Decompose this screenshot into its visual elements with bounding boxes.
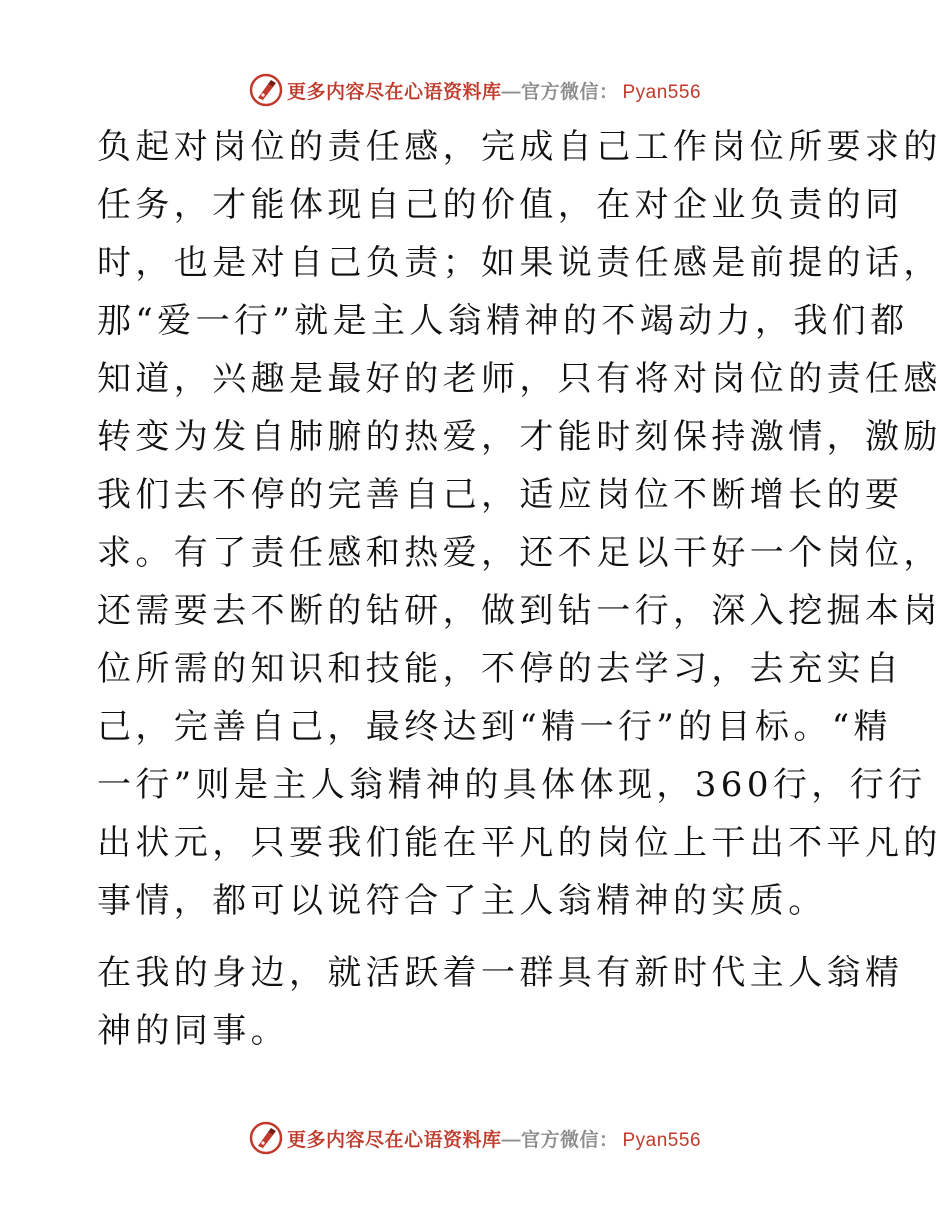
text-line: 求。有了责任感和热爱，还不足以干好一个岗位， [97, 533, 942, 573]
text-line: 时，也是对自己负责；如果说责任感是前提的话， [97, 243, 942, 283]
watermark-dash: — [501, 81, 521, 103]
text-line: 己，完善自己，最终达到“精一行”的目标。“精 [97, 707, 892, 747]
pen-nib-logo-icon [249, 1121, 283, 1155]
document-body [97, 118, 942, 1060]
watermark-wechat-id: Pyan556 [622, 1129, 702, 1151]
text-line: 转变为发自肺腑的热爱，才能时刻保持激情，激励 [97, 417, 942, 457]
watermark-site-name: 更多内容尽在心语资料库 [286, 1129, 502, 1151]
header-watermark [0, 70, 950, 110]
text-line: 还需要去不断的钻研，做到钻一行，深入挖掘本岗 [97, 591, 942, 631]
text-line: 位所需的知识和技能，不停的去学习，去充实自 [97, 649, 904, 689]
text-line: 在我的身边，就活跃着一群具有新时代主人翁精 [97, 953, 904, 993]
pen-nib-logo-icon [249, 73, 283, 107]
text-line: 那“爱一行”就是主人翁精神的不竭动力，我们都 [97, 301, 909, 341]
watermark-wechat-id: Pyan556 [622, 81, 702, 103]
watermark-wechat-label: 官方微信： [520, 81, 619, 103]
paragraph-2 [97, 944, 904, 1060]
paragraph-1 [97, 118, 942, 930]
watermark-site-name: 更多内容尽在心语资料库 [286, 81, 502, 103]
text-line: 知道，兴趣是最好的老师，只有将对岗位的责任感 [97, 359, 942, 399]
text-line: 出状元，只要我们能在平凡的岗位上干出不平凡的 [97, 823, 942, 863]
text-line: 事情，都可以说符合了主人翁精神的实质。 [97, 881, 827, 921]
text-line: 我们去不停的完善自己，适应岗位不断增长的要 [97, 475, 904, 515]
watermark-text [287, 77, 701, 104]
footer-watermark [0, 1118, 950, 1158]
text-line: 负起对岗位的责任感，完成自己工作岗位所要求的 [97, 127, 942, 167]
watermark-text [287, 1125, 701, 1152]
text-line: 神的同事。 [97, 1011, 289, 1051]
watermark-dash: — [501, 1129, 521, 1151]
text-line: 任务，才能体现自己的价值，在对企业负责的同 [97, 185, 904, 225]
text-line: 一行”则是主人翁精神的具体体现，360行，行行 [97, 765, 927, 805]
watermark-wechat-label: 官方微信： [520, 1129, 619, 1151]
